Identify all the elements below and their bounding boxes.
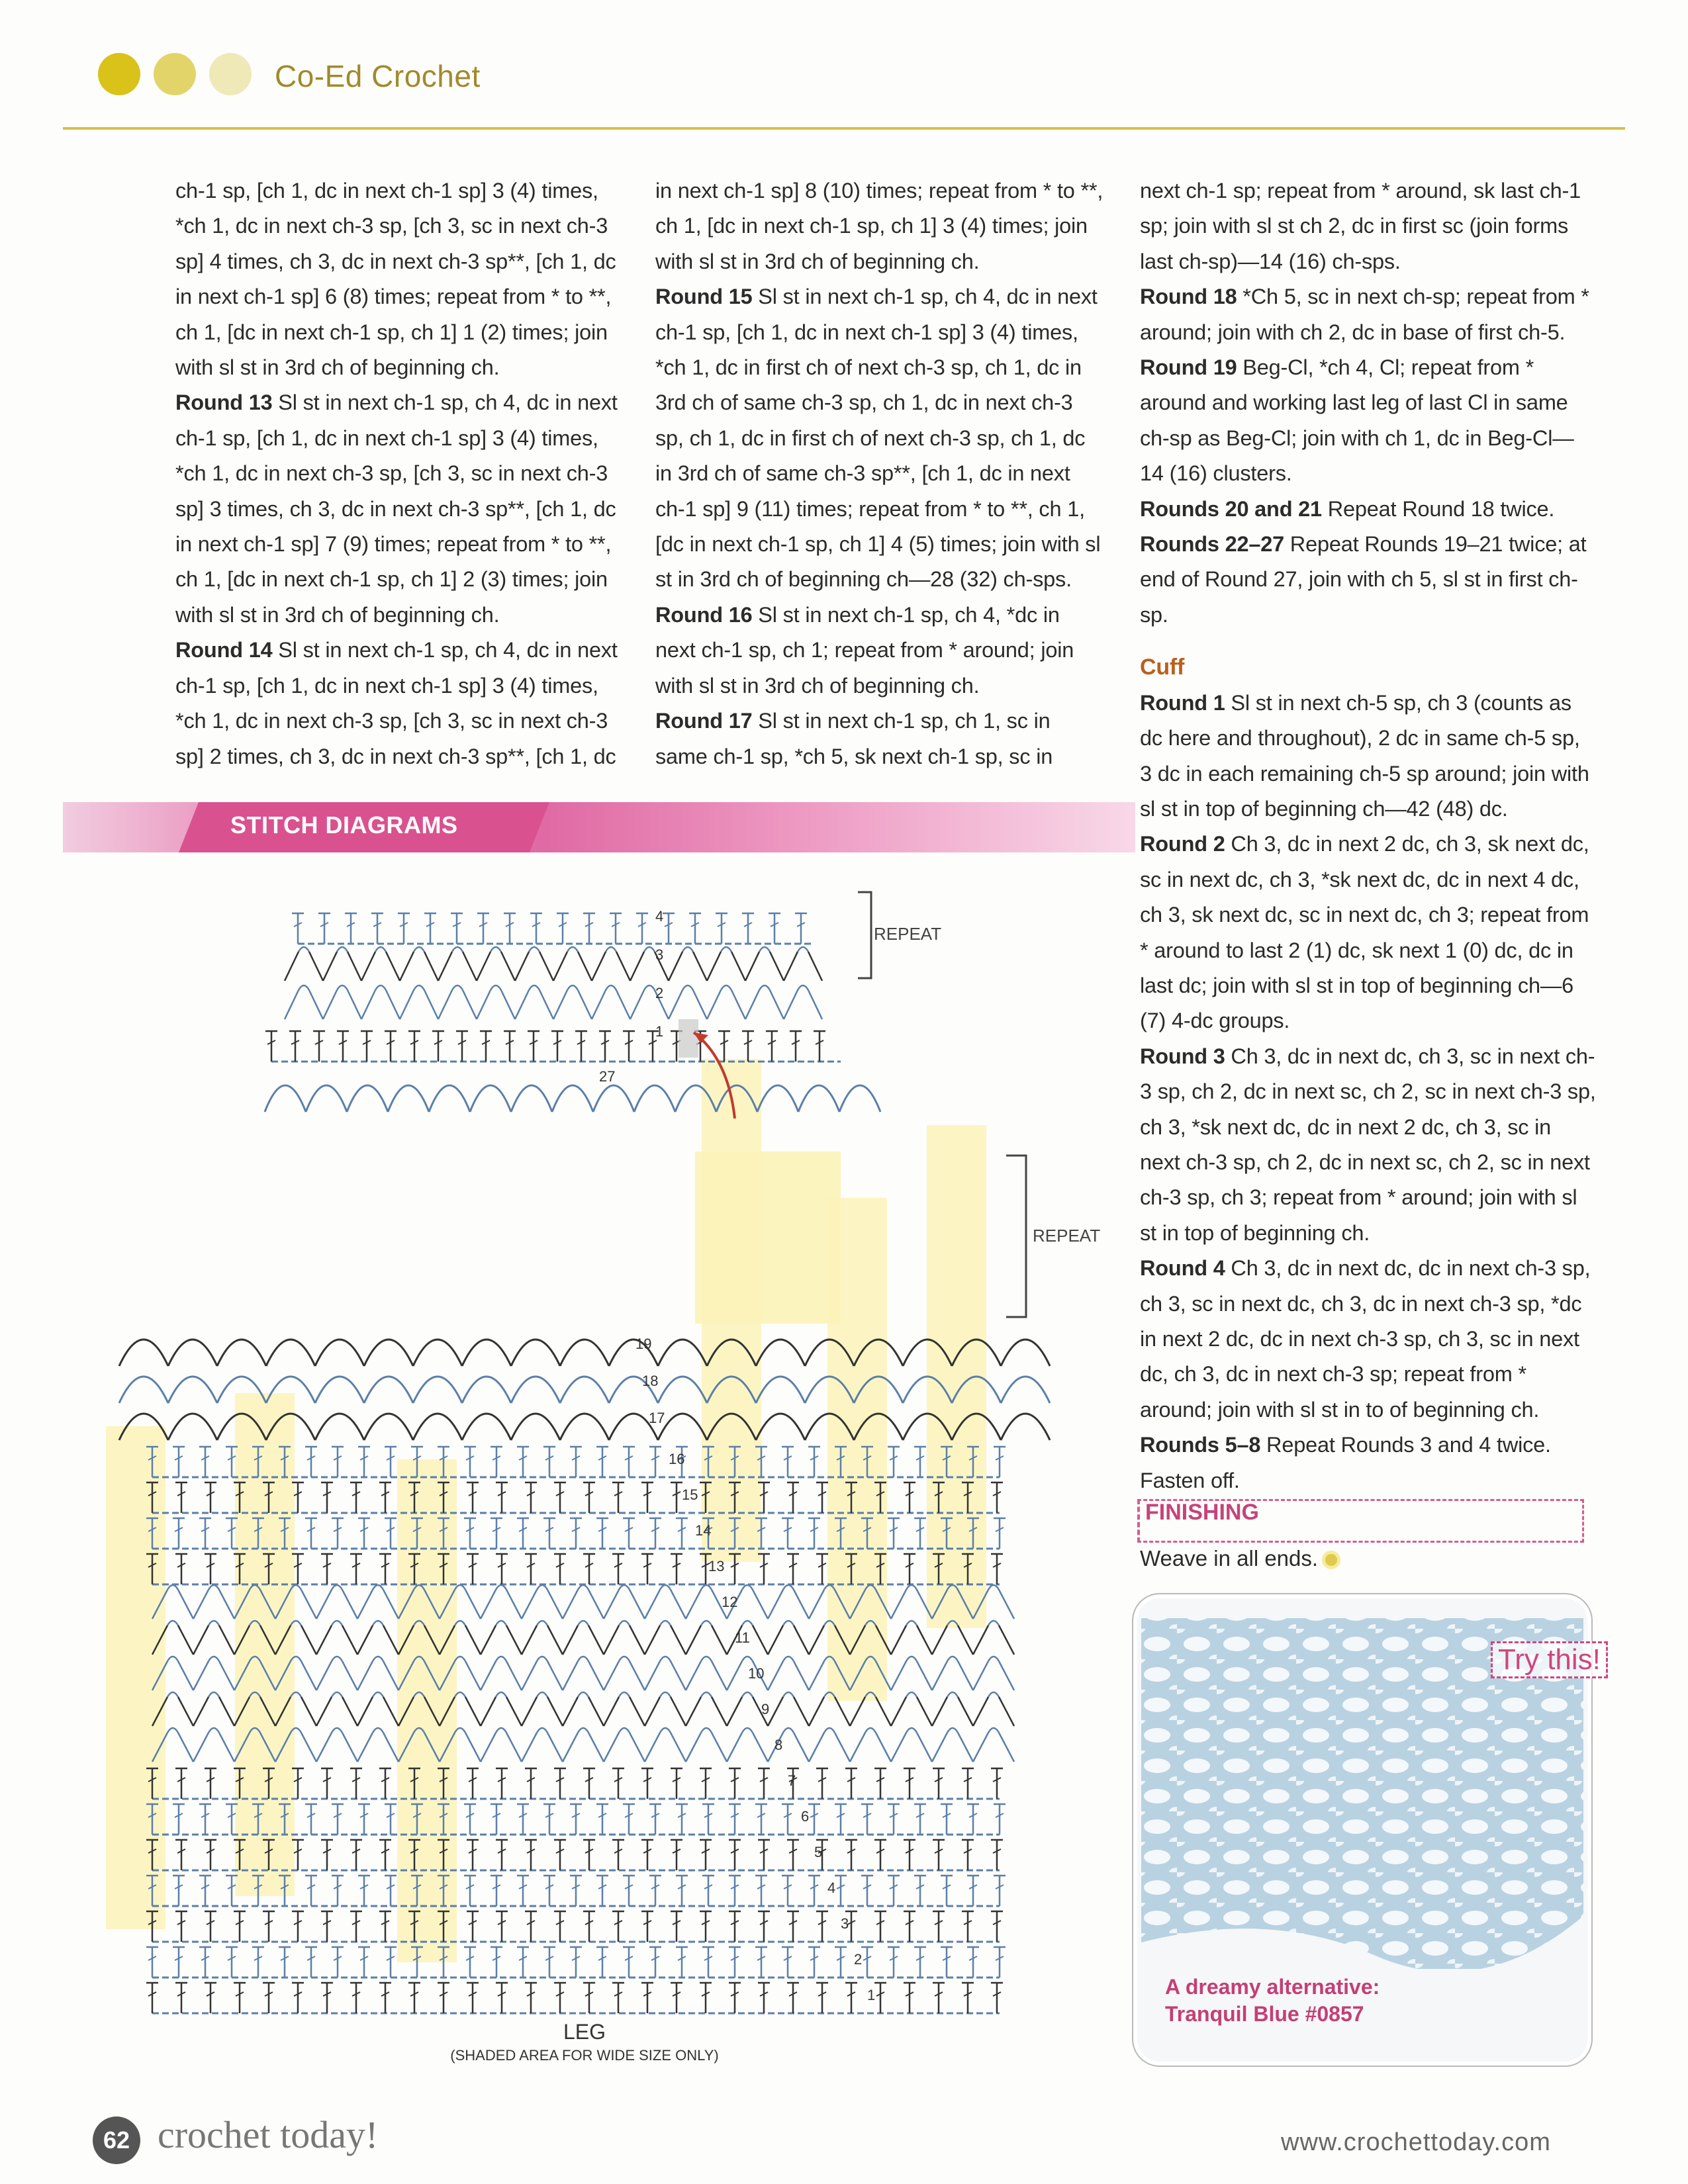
right-paragraph-round-label: Rounds 22–27 [1140,532,1284,557]
leg-round-label: 4 [827,1880,836,1896]
cuff-paragraph-round-label: Rounds 5–8 [1140,1433,1261,1457]
left-paragraph-instruction: Sl st in next ch-1 sp, ch 4, dc in next ch-1 sp, [ch 1, dc in next ch-1 sp] 3 (4) times, *ch 1, dc in next ch-3 sp, [ch 3, sc in next ch-3 sp] 2 times, ch 3, dc in next ch-3 sp**, [ch 1, dc [175,638,618,768]
leg-round-label: 18 [642,1373,659,1389]
leg-subtitle: (SHADED AREA FOR WIDE SIZE ONLY) [450,2047,719,2064]
leg-round-label: 7 [788,1772,796,1789]
leg-round-label: 16 [669,1451,685,1467]
page-number: 62 [93,2116,140,2164]
wide-size-shade-block [235,1393,295,1896]
right-paragraph-round-label: Round 19 [1140,355,1237,380]
cuff-paragraph-round-label: Round 3 [1140,1044,1225,1068]
leg-round-label: 13 [708,1558,725,1574]
cuff-start-highlight [679,1019,698,1058]
photo-caption-line-2: Tranquil Blue #0857 [1165,2002,1364,2026]
wide-size-shade-block [106,1426,165,1929]
right-paragraph-round-label: Round 18 [1140,285,1237,309]
right-paragraph-instruction: next ch-1 sp; repeat from * around, sk last ch-1 sp; join with sl st ch 2, dc in first sc (join forms last ch-sp)—14 (16) ch-sps. [1140,179,1581,273]
finishing-text-row [1140,1546,1340,1571]
leg-repeat-bracket [1006,1156,1026,1317]
cuff-repeat-label: REPEAT [874,924,942,944]
right-paragraph-instruction: Repeat Round 18 twice. [1321,496,1555,521]
middle-paragraph-round-label: Round 16 [655,602,753,627]
wide-size-shading [106,1059,986,1962]
leg-round-label: 15 [682,1486,698,1503]
leg-round-3-stitches [146,1911,1003,1942]
cuff-repeat-bracket [858,892,871,978]
leg-title: LEG [563,2020,606,2044]
right-paragraph-instruction: Beg-Cl, *ch 4, Cl; repeat from * around and working last leg of last Cl in same ch-sp as Beg-Cl; join with ch 1, dc in Beg-Cl—14 (16) clusters. [1140,355,1574,486]
cuff-round-4-stitches [292,913,814,944]
wide-size-shade-block [695,1152,841,1324]
leg-round-label: 5 [814,1844,823,1860]
cuff-round-label: 3 [655,946,664,963]
stitch-diagrams-title: STITCH DIAGRAMS [230,811,458,839]
cuff-round-1-stitches [265,1031,841,1062]
photo-caption-line-1: A dreamy alternative: [1165,1975,1380,1999]
leg-round-label: 14 [695,1522,712,1539]
cuff-round-2-stitches [285,985,822,1019]
middle-paragraph-instruction: Sl st in next ch-1 sp, ch 1, sc in same ch-1 sp, *ch 5, sk next ch-1 sp, sc in [655,709,1053,768]
cuff-start-round-label: 27 [599,1068,616,1085]
leg-round-label: 8 [774,1737,783,1753]
right-paragraph-round-label: Rounds 20 and 21 [1140,496,1322,521]
cuff-round-label: 2 [655,985,664,1001]
try-this-badge: Try this! [1491,1641,1608,1678]
middle-paragraph-instruction: Sl st in next ch-1 sp, ch 4, *dc in next ch-1 sp, ch 1; repeat from * around; join with sl st in 3rd ch of beginning ch. [655,602,1074,698]
leg-round-19-loops [119,1340,1050,1366]
end-of-pattern-icon [1322,1551,1340,1569]
left-paragraph-round-label: Round 14 [175,638,273,662]
header-title: Co-Ed Crochet [275,59,481,93]
middle-paragraph-round-label: Round 17 [655,709,753,733]
cuff-round-label: 4 [655,908,664,925]
cuff-paragraph-instruction: Ch 3, dc in next 2 dc, ch 3, sk next dc, sc in next dc, ch 3, *sk next dc, dc in next 4 dc, ch 3, sk next dc, sc in next dc, ch 3; repeat from * around to last 2 (1) dc, sk next 1 (0) dc, dc in last dc; join with sl st in top of beginning ch—6 (7) 4-dc groups. [1140,832,1589,1033]
middle-paragraph-instruction: Sl st in next ch-1 sp, ch 4, dc in next ch-1 sp, [ch 1, dc in next ch-1 sp] 3 (4) times, *ch 1, dc in first ch of next ch-3 sp, ch 1, dc in 3rd ch of same ch-3 sp, ch 1, dc in next ch-3 sp, ch 1, dc in first ch of next ch-3 sp, ch 1, dc in 3rd ch of same ch-3 sp**, [ch 1, dc in next ch-1 sp] 9 (11) times; repeat from * to **, ch 1, [dc in next ch-1 sp, ch 1] 4 (5) times; join with sl st in 3rd ch of beginning ch—28 (32) ch-sps. [655,285,1101,592]
finishing-heading: FINISHING [1145,1500,1259,1525]
leg-round-label: 2 [854,1951,863,1968]
cuff-stitch-diagram [265,908,880,1112]
website-url: www.crochettoday.com [1281,2128,1551,2156]
right-paragraph-instruction: Repeat Rounds 19–21 twice; at end of Round 27, join with ch 5, sl st in first ch-sp. [1140,532,1587,627]
leg-round-label: 6 [801,1808,810,1825]
left-paragraph-instruction: ch-1 sp, [ch 1, dc in next ch-1 sp] 3 (4) times, *ch 1, dc in next ch-3 sp, [ch 3, sc in next ch-3 sp] 4 times, ch 3, dc in next ch-3 sp**, [ch 1, dc in next ch-1 sp] 6 (8) times; repeat from * to **, ch 1, [dc in next ch-1 sp, ch 1] 1 (2) times; join with sl st in 3rd ch of beginning ch. [175,179,616,380]
leg-round-label: 1 [867,1987,876,2003]
leg-round-label: 9 [761,1701,770,1717]
cuff-heading: Cuff [1140,655,1185,680]
cuff-paragraph-instruction: Ch 3, dc in next dc, ch 3, sc in next ch-3 sp, ch 2, dc in next sc, ch 2, sc in next ch-3 sp, ch 3, *sk next dc, dc in next 2 dc, ch 3, sc in next ch-3 sp, ch 2, dc in next sc, ch 2, sc in next ch-3 sp, ch 3; repeat from * around; join with sl st in top of beginning ch. [1140,1044,1596,1245]
finishing-text: Weave in all ends. [1140,1546,1319,1570]
leg-round-label: 3 [841,1915,849,1932]
left-paragraph-instruction: Sl st in next ch-1 sp, ch 4, dc in next ch-1 sp, [ch 1, dc in next ch-1 sp] 3 (4) times, *ch 1, dc in next ch-3 sp, [ch 3, sc in next ch-3 sp] 3 times, ch 3, dc in next ch-3 sp**, [ch 1, dc in next ch-1 sp] 7 (9) times; repeat from * to **, ch 1, [dc in next ch-1 sp, ch 1] 2 (3) times; join with sl st in 3rd ch of beginning ch. [175,390,618,627]
middle-paragraph-round-label: Round 15 [655,285,753,309]
cuff-paragraph-instruction: Sl st in next ch-5 sp, ch 3 (counts as dc here and throughout), 2 dc in same ch-5 sp, 3 dc in each remaining ch-5 sp around; join with sl st in top of beginning ch—42 (48) dc. [1140,690,1589,821]
leg-round-2-stitches [146,1947,1006,1978]
cuff-paragraph-instruction: Ch 3, dc in next dc, dc in next ch-3 sp, ch 3, sc in next dc, ch 3, dc in next ch-3 sp, *dc in next 2 dc, dc in next ch-3 sp, ch 3, sc in next dc, ch 3, dc in next ch-3 sp; repeat from * around; join with sl st in to of beginning ch. [1140,1256,1591,1422]
magazine-brand: crochet today! [158,2113,379,2156]
cuff-paragraph-round-label: Round 4 [1140,1256,1225,1281]
cuff-base-chain-loops [265,1085,880,1112]
leg-repeat-label: REPEAT [1033,1226,1101,1246]
cuff-round-3-stitches [285,947,822,981]
cuff-paragraph-instruction: Repeat Rounds 3 and 4 twice. Fasten off. [1140,1433,1551,1492]
leg-round-label: 11 [735,1629,750,1646]
cuff-paragraph-round-label: Round 1 [1140,690,1225,715]
leg-round-label: 17 [649,1410,665,1426]
cuff-round-label: 1 [655,1023,664,1040]
cuff-paragraph-round-label: Round 2 [1140,832,1225,856]
leg-round-label: 12 [722,1594,738,1610]
right-paragraph-instruction: *Ch 5, sc in next ch-sp; repeat from * around; join with ch 2, dc in base of first ch-5. [1140,285,1589,344]
middle-paragraph-instruction: in next ch-1 sp] 8 (10) times; repeat from * to **, ch 1, [dc in next ch-1 sp, ch 1] 3 (4) times; join with sl st in 3rd ch of beginning ch. [655,179,1103,273]
left-paragraph-round-label: Round 13 [175,390,273,415]
photo-caption [1165,1974,1380,2028]
leg-round-label: 10 [748,1665,765,1682]
leg-round-label: 19 [635,1336,652,1352]
